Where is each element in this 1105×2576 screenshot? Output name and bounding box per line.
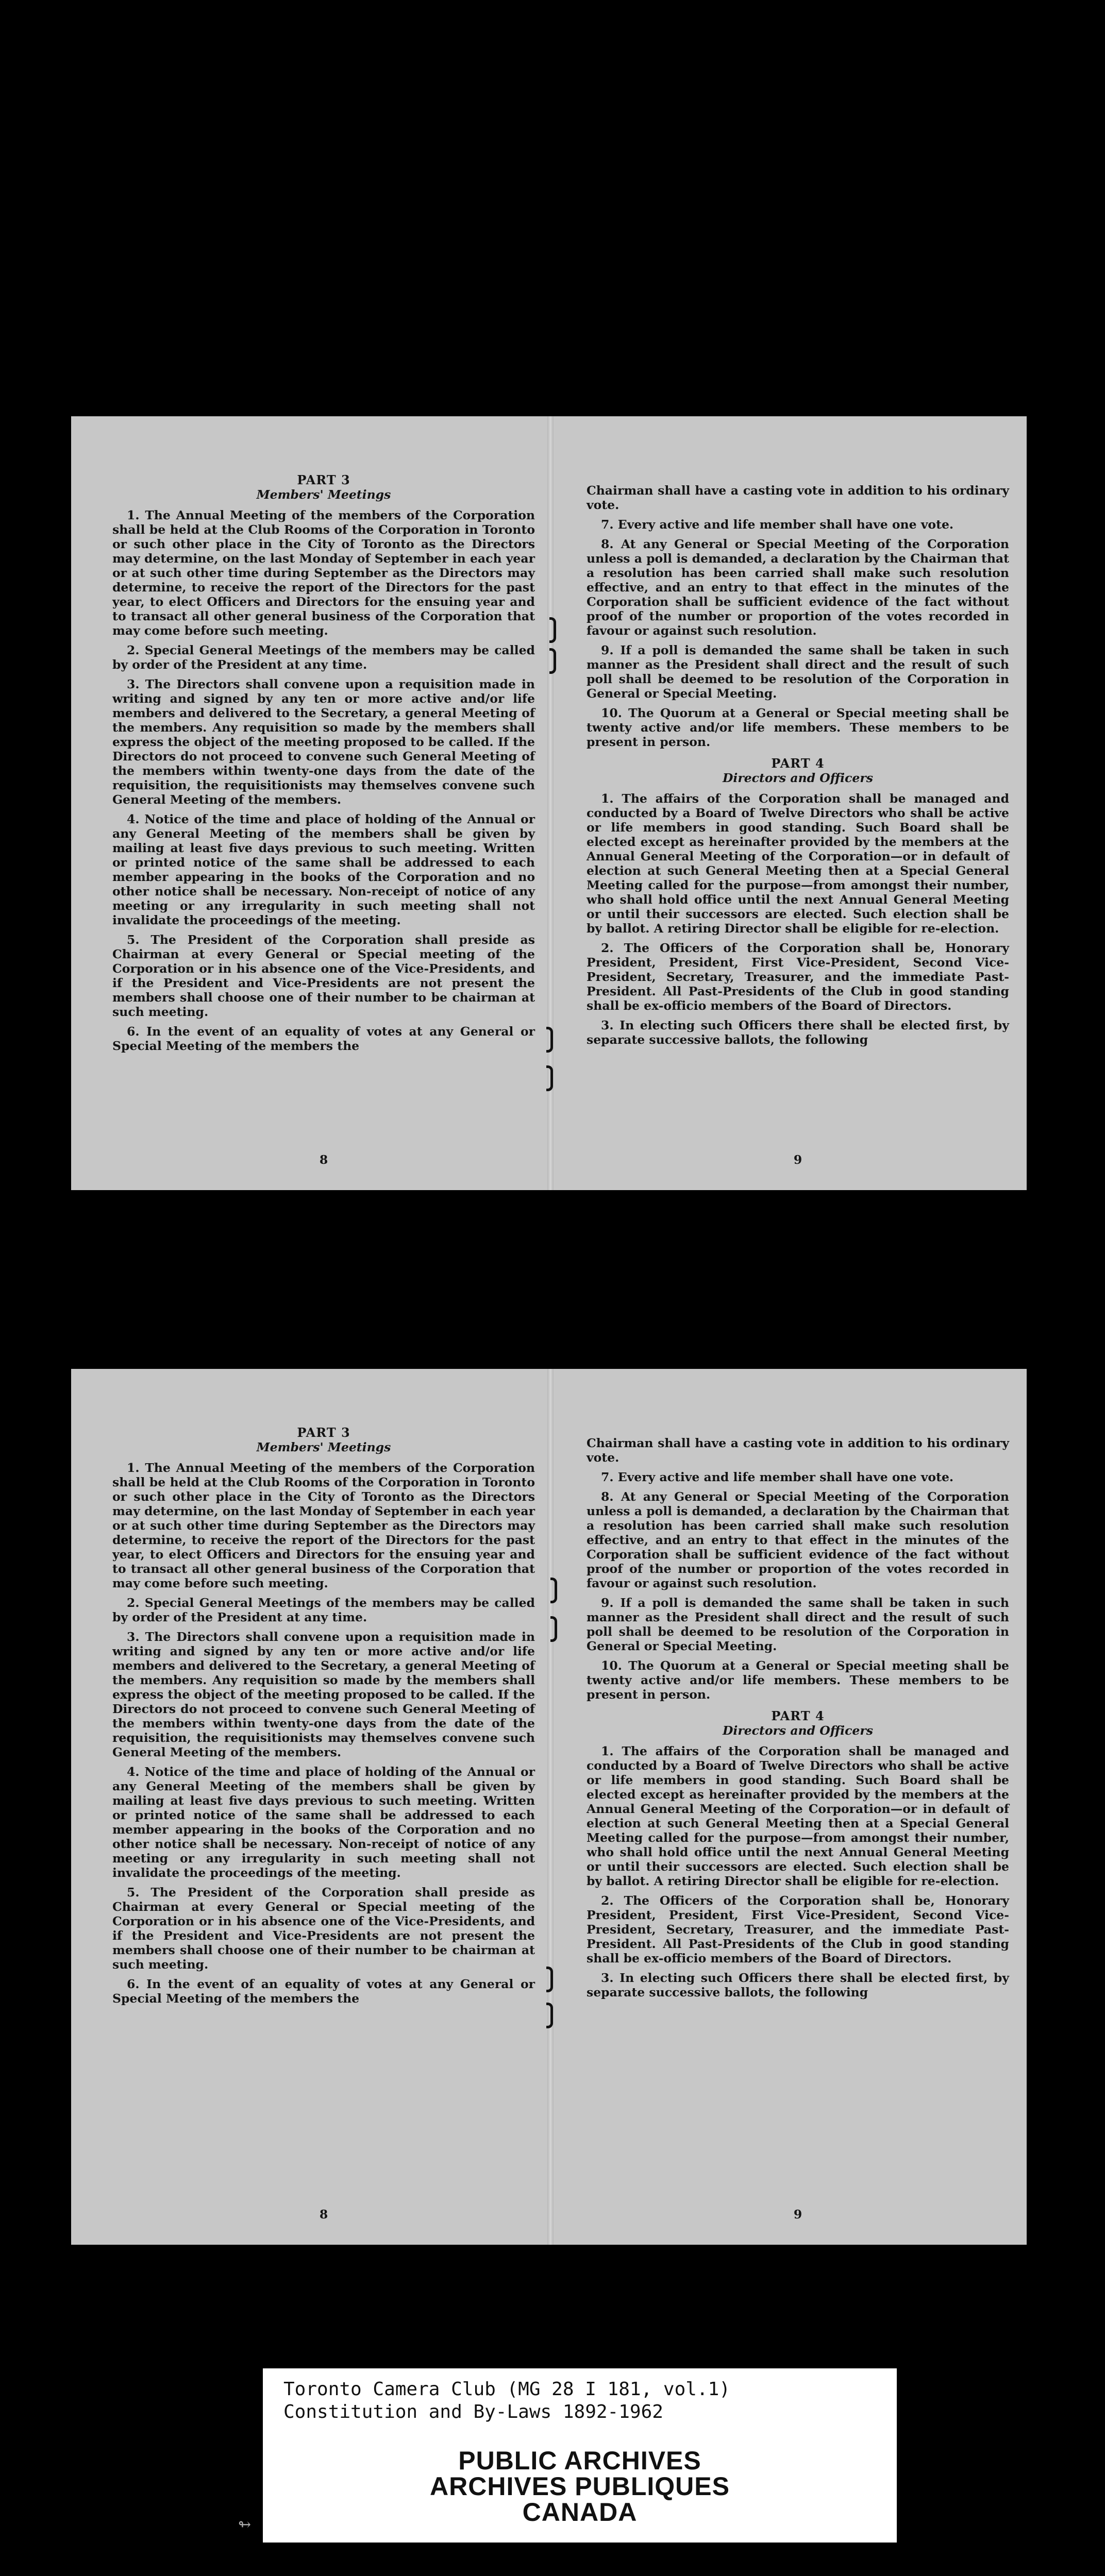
staple-mark	[546, 1967, 553, 1992]
paragraph: 7. Every active and life member shall have one vote.	[601, 517, 954, 532]
collection-reference: Toronto Camera Club (MG 28 I 181, vol.1)	[283, 2379, 730, 2400]
archive-stamp-line: PUBLIC ARCHIVES	[458, 2446, 701, 2475]
paragraph: 2. The Officers of the Corporation shall be, Honorary President, President, First Vice-President, Second Vice-President, Secretary, Treasurer, and the immediate Past-President. All Past-Presidents of the Club in good standing shall be ex-officio members of the Board of Directors.	[587, 1893, 1009, 1965]
paragraph: 1. The Annual Meeting of the members of the Corporation shall be held at the Club Rooms of the Corporation in Toronto or such other place in the City of Toronto as the Directors may determine, on the last Monday of September in each year or at such other time during September as the Directors may determine, to receive the report of the Directors for the past year, to elect Officers and Directors for the ensuing year and to transact all other general business of the Corporation that may come before such meeting.	[112, 508, 535, 638]
staple-mark	[550, 1578, 557, 1603]
binding-gutter	[547, 1369, 554, 2245]
paragraph: 2. The Officers of the Corporation shall be, Honorary President, President, First Vice-President, Second Vice-President, Secretary, Treasurer, and the immediate Past-President. All Past-Presidents of the Club in good standing shall be ex-officio members of the Board of Directors.	[587, 941, 1009, 1013]
page-9	[587, 416, 1009, 1190]
paragraph: 1. The affairs of the Corporation shall be managed and conducted by a Board of Twelve Directors who shall be active or life members in good standing. Such Board shall be elected except as hereinafter provided by the members at the Annual General Meeting of the Corporation—or in default of election at such General Meeting then at a Special General Meeting called for the purpose—from amongst their number, who shall hold office until the next Annual General Meeting or until their successors are elected. Such election shall be by ballot. A retiring Director shall be eligible for re-election.	[587, 1744, 1009, 1888]
paragraph: 8. At any General or Special Meeting of the Corporation unless a poll is demanded, a declaration by the Chairman that a resolution has been carried shall make such resolution effective, and an entry to that effect in the minutes of the Corporation shall be sufficient evidence of the fact without proof of the number or proportion of the votes recorded in favour or against such resolution.	[587, 1489, 1009, 1590]
paragraph: 6. In the event of an equality of votes at any General or Special Meeting of the members the	[112, 1024, 535, 1053]
paragraph: 3. In electing such Officers there shall be elected first, by separate successive ballots, the following	[587, 1971, 1009, 1999]
part-3-title: PART 3	[297, 472, 350, 487]
paragraph-continuation: Chairman shall have a casting vote in addition to his ordinary vote.	[587, 483, 1009, 512]
archive-label	[263, 2368, 897, 2543]
paragraph: 10. The Quorum at a General or Special meeting shall be twenty active and/or life members. These members to be present in person.	[587, 706, 1009, 749]
staple-mark	[546, 1027, 553, 1053]
staple-mark	[546, 1065, 553, 1091]
document-spread-lower	[71, 1369, 1027, 2245]
archive-stamp-line: ARCHIVES PUBLIQUES	[430, 2472, 730, 2501]
staple-mark	[549, 617, 556, 643]
staple-mark	[549, 648, 556, 674]
page-9	[587, 1369, 1009, 2245]
archive-stamp-line: CANADA	[522, 2498, 638, 2527]
pen-mark-icon: ↬	[238, 2516, 252, 2534]
paragraph: 9. If a poll is demanded the same shall be taken in such manner as the President shall direct and the result of such poll shall be deemed to be resolution of the Corporation in General or Special Meeting.	[587, 643, 1009, 701]
paragraph: 2. Special General Meetings of the members may be called by order of the President at any time.	[112, 643, 535, 672]
paragraph: 3. The Directors shall convene upon a requisition made in writing and signed by any ten or more active and/or life members and delivered to the Secretary, a general Meeting of the members. Any requisition so made by the members shall express the object of the meeting proposed to be called. If the Directors do not proceed to convene such General Meeting of the members within twenty-one days from the date of the requisition, the requisitionists may themselves convene such General Meeting of the members.	[112, 677, 535, 807]
paragraph: 4. Notice of the time and place of holding of the Annual or any General Meeting of the members shall be given by mailing at least five days previous to such meeting. Written or printed notice of the same shall be addressed to each member appearing in the books of the Corporation and no other notice shall be necessary. Non-receipt of notice of any meeting or any irregularity in such meeting shall not invalidate the proceedings of the meeting.	[112, 1765, 535, 1880]
page-number: 8	[319, 1153, 328, 1167]
paragraph: 3. In electing such Officers there shall be elected first, by separate successive ballots, the following	[587, 1018, 1009, 1047]
directors-officers-heading: Directors and Officers	[723, 1723, 873, 1738]
paragraph: 8. At any General or Special Meeting of the Corporation unless a poll is demanded, a declaration by the Chairman that a resolution has been carried shall make such resolution effective, and an entry to that effect in the minutes of the Corporation shall be sufficient evidence of the fact without proof of the number or proportion of the votes recorded in favour or against such resolution.	[587, 537, 1009, 638]
paragraph: 3. The Directors shall convene upon a requisition made in writing and signed by any ten or more active and/or life members and delivered to the Secretary, a general Meeting of the members. Any requisition so made by the members shall express the object of the meeting proposed to be called. If the Directors do not proceed to convene such General Meeting of the members within twenty-one days from the date of the requisition, the requisitionists may themselves convene such General Meeting of the members.	[112, 1630, 535, 1759]
document-spread-upper	[71, 416, 1027, 1190]
page-number: 8	[319, 2207, 328, 2222]
collection-title: Constitution and By-Laws 1892-1962	[283, 2401, 663, 2422]
page-number: 9	[793, 2207, 802, 2222]
paragraph: 5. The President of the Corporation shall preside as Chairman at every General or Special meeting of the Corporation or in his absence one of the Vice-Presidents, and if the President and Vice-Presidents are not present the members shall choose one of their number to be chairman at such meeting.	[112, 933, 535, 1019]
members-meetings-heading: Members' Meetings	[256, 1440, 391, 1454]
page-8	[112, 416, 535, 1190]
paragraph: 1. The affairs of the Corporation shall be managed and conducted by a Board of Twelve Directors who shall be active or life members in good standing. Such Board shall be elected except as hereinafter provided by the members at the Annual General Meeting of the Corporation—or in default of election at such General Meeting then at a Special General Meeting called for the purpose—from amongst their number, who shall hold office until the next Annual General Meeting or until their successors are elected. Such election shall be by ballot. A retiring Director shall be eligible for re-election.	[587, 791, 1009, 936]
page-number: 9	[793, 1153, 802, 1167]
paragraph: 5. The President of the Corporation shall preside as Chairman at every General or Special meeting of the Corporation or in his absence one of the Vice-Presidents, and if the President and Vice-Presidents are not present the members shall choose one of their number to be chairman at such meeting.	[112, 1885, 535, 1972]
members-meetings-heading: Members' Meetings	[256, 487, 391, 502]
paragraph: 6. In the event of an equality of votes at any General or Special Meeting of the members the	[112, 1977, 535, 2006]
page-8	[112, 1369, 535, 2245]
staple-mark	[550, 1616, 557, 1642]
paragraph: 10. The Quorum at a General or Special meeting shall be twenty active and/or life members. These members to be present in person.	[587, 1658, 1009, 1702]
part-3-title: PART 3	[297, 1425, 350, 1440]
paragraph-continuation: Chairman shall have a casting vote in addition to his ordinary vote.	[587, 1436, 1009, 1465]
staple-mark	[546, 2003, 553, 2028]
part-4-title: PART 4	[771, 1708, 825, 1723]
paragraph: 2. Special General Meetings of the members may be called by order of the President at any time.	[112, 1596, 535, 1624]
paragraph: 4. Notice of the time and place of holding of the Annual or any General Meeting of the members shall be given by mailing at least five days previous to such meeting. Written or printed notice of the same shall be addressed to each member appearing in the books of the Corporation and no other notice shall be necessary. Non-receipt of notice of any meeting or any irregularity in such meeting shall not invalidate the proceedings of the meeting.	[112, 812, 535, 927]
paragraph: 7. Every active and life member shall have one vote.	[601, 1470, 954, 1484]
paragraph: 1. The Annual Meeting of the members of the Corporation shall be held at the Club Rooms of the Corporation in Toronto or such other place in the City of Toronto as the Directors may determine, on the last Monday of September in each year or at such other time during September as the Directors may determine, to receive the report of the Directors for the past year, to elect Officers and Directors for the ensuing year and to transact all other general business of the Corporation that may come before such meeting.	[112, 1461, 535, 1590]
directors-officers-heading: Directors and Officers	[723, 771, 873, 785]
part-4-title: PART 4	[771, 756, 825, 771]
paragraph: 9. If a poll is demanded the same shall be taken in such manner as the President shall direct and the result of such poll shall be deemed to be resolution of the Corporation in General or Special Meeting.	[587, 1596, 1009, 1653]
